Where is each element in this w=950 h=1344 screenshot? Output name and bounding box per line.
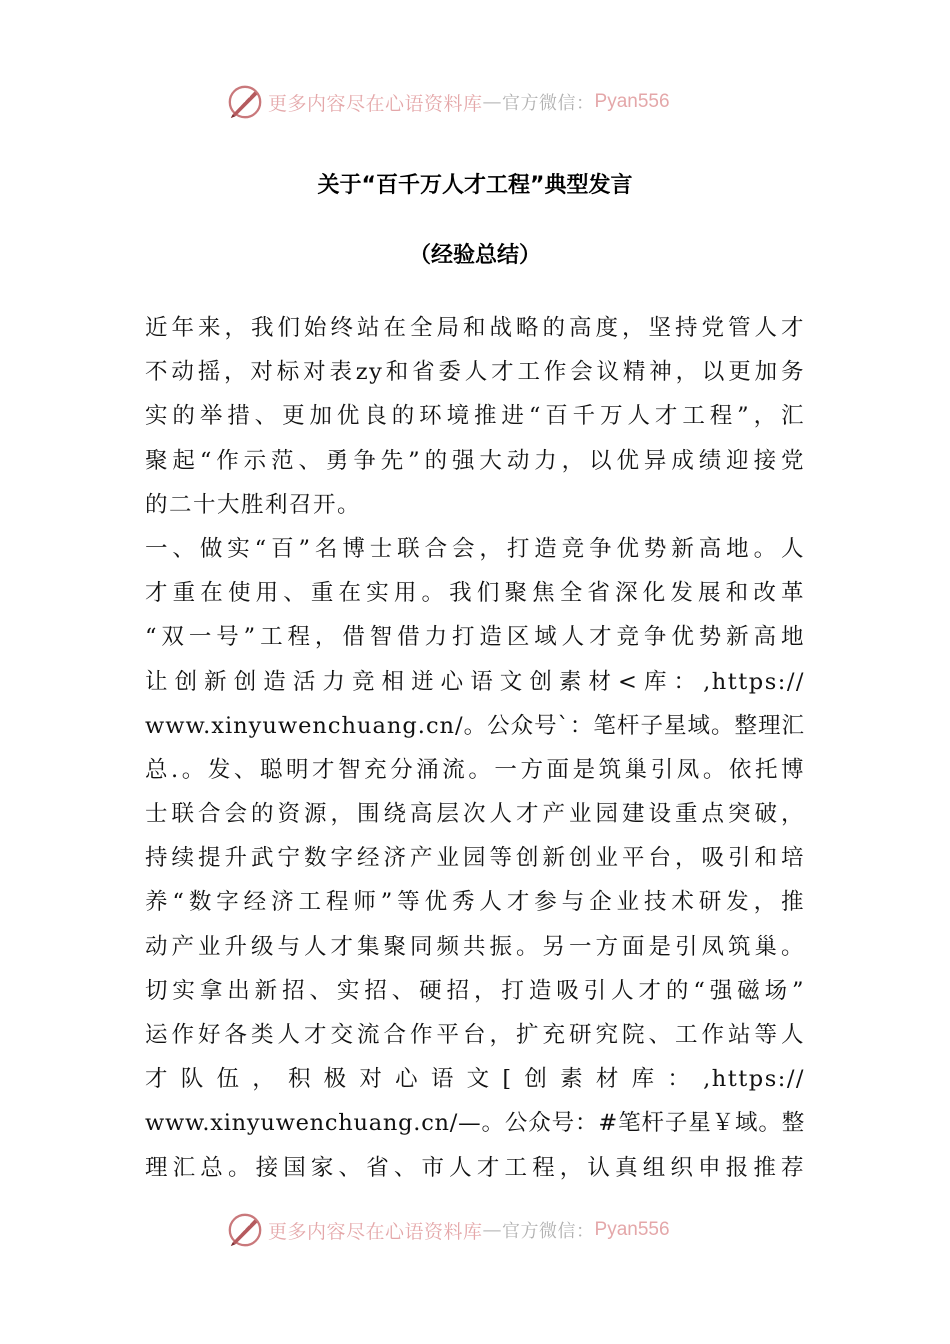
body-line: 持续提升武宁数字经济产业园等创新创业平台，吸引和培 (145, 845, 805, 872)
watermark-dash: — (482, 1219, 503, 1241)
watermark-banner-bottom (0, 1210, 950, 1250)
pen-logo-icon (226, 1211, 264, 1249)
body-line: 运作好各类人才交流合作平台，扩充研究院、工作站等人 (145, 1022, 805, 1048)
body-line: 一、做实“百”名博士联合会，打造竞争优势新高地。人 (145, 535, 805, 562)
document-body (145, 306, 805, 1190)
body-line: 动产业升级与人才集聚同频共振。另一方面是引凤筑巢。 (145, 933, 805, 960)
body-line: 不动摇，对标对表zy和省委人才工作会议精神，以更加务 (145, 359, 805, 386)
body-line: 切实拿出新招、实招、硬招，打造吸引人才的“强磁场” (145, 977, 805, 1004)
body-line: 聚起“作示范、勇争先”的强大动力，以优异成绩迎接党 (145, 447, 805, 474)
body-line: 实的举措、更加优良的环境推进“百千万人才工程”，汇 (145, 403, 805, 430)
document-title: 关于“百千万人才工程”典型发言 (317, 173, 633, 198)
body-line: 才重在使用、重在实用。我们聚焦全省深化发展和改革 (145, 580, 805, 607)
body-line: 的二十大胜利召开。 (145, 491, 362, 518)
body-line: 理汇总。接国家、省、市人才工程，认真组织申报推荐 (145, 1154, 805, 1181)
body-line: www.xinyuwenchuang.cn/—。公众号：#笔杆子星￥域。整 (145, 1110, 805, 1137)
body-line: 才队伍，积极对心语文[创素材库：,https:// (145, 1066, 805, 1093)
body-line: www.xinyuwenchuang.cn/。公众号`：笔杆子星域。整理汇 (145, 712, 805, 739)
watermark-id: Pyan556 (594, 91, 670, 112)
watermark-id: Pyan556 (594, 1219, 670, 1240)
pen-logo-icon (226, 83, 264, 121)
body-line: 养“数字经济工程师”等优秀人才参与企业技术研发，推 (145, 889, 805, 916)
watermark-text: 更多内容尽在心语资料库 (268, 1220, 483, 1243)
watermark-label: 官方微信： (502, 93, 595, 114)
body-line: 总.。发、聪明才智充分涌流。一方面是筑巢引凤。依托博 (145, 756, 805, 783)
body-line: 士联合会的资源，围绕高层次人才产业园建设重点突破， (145, 801, 805, 828)
watermark-dash: — (482, 91, 503, 113)
watermark-banner-top (0, 82, 950, 122)
document-subtitle: （经验总结） (408, 243, 541, 268)
watermark-text: 更多内容尽在心语资料库 (268, 92, 483, 115)
body-line: 近年来，我们始终站在全局和战略的高度，坚持党管人才 (145, 315, 805, 341)
body-line: 让创新创造活力竞相迸心语文创素材<库：,https:// (145, 668, 805, 695)
watermark-label: 官方微信： (502, 1221, 595, 1242)
body-line: “双一号”工程，借智借力打造区域人才竞争优势新高地 (145, 624, 805, 651)
